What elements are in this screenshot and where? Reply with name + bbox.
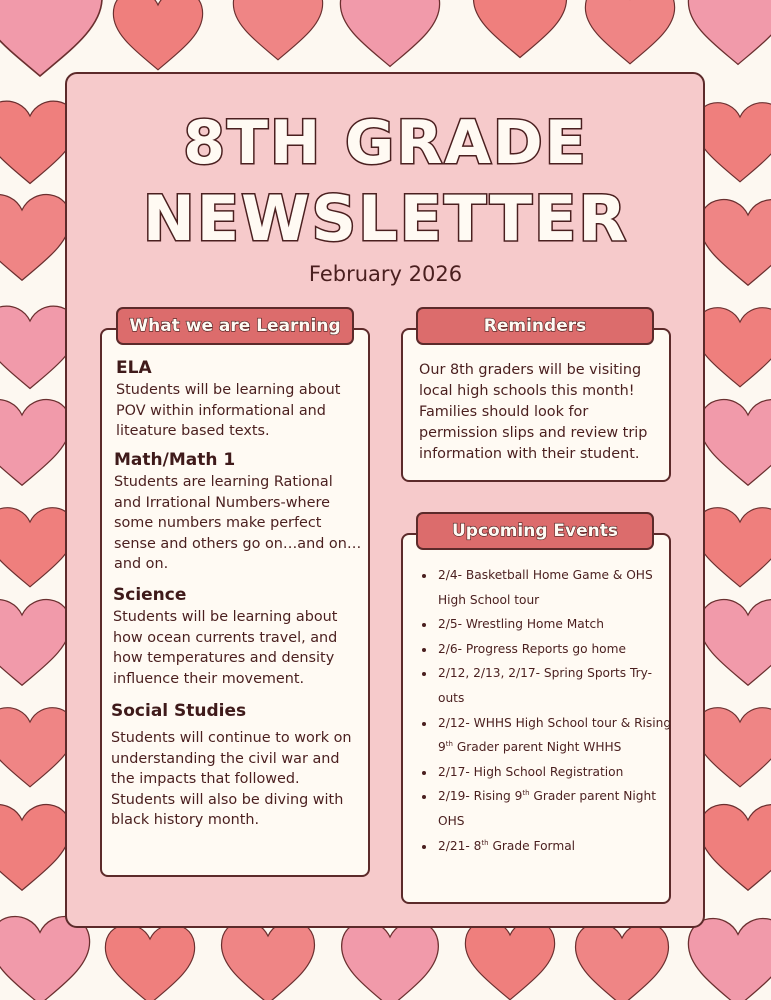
reminders-tag: Reminders [416, 307, 654, 345]
newsletter-date: February 2026 [308, 262, 463, 286]
heart-icon [695, 708, 771, 787]
title-line-1: 8TH GRADE [183, 108, 588, 178]
learning-tag: What we are Learning [116, 307, 354, 345]
heart-icon [695, 508, 771, 587]
heart-icon [113, 0, 202, 70]
event-item: • 2/12- WHHS High School tour & Rising 9th Grader parent Night WHHS [436, 711, 676, 760]
heart-icon [576, 923, 669, 1000]
heart-icon [700, 400, 771, 486]
ela-body: Students will be learning about POV within informational and liteature based texts. [116, 382, 341, 439]
event-item: • 2/19- Rising 9th Grader parent Night OHS [436, 784, 676, 833]
events-list [418, 563, 676, 858]
reminders-body: Our 8th graders will be visiting local high schools this month! Families should look for permission slips and review trip information with their student. [419, 362, 648, 462]
event-item: • 2/12, 2/13, 2/17- Spring Sports Try-outs [436, 661, 676, 710]
event-item: • 2/17- High School Registration [436, 760, 676, 785]
event-item: • 2/5- Wrestling Home Match [436, 612, 676, 637]
heart-icon [342, 922, 439, 1000]
heart-icon [340, 0, 439, 66]
heart-icon [0, 600, 70, 686]
heart-icon [0, 917, 90, 1000]
heart-icon [465, 921, 554, 1000]
heart-icon [688, 0, 771, 64]
heart-icon [700, 805, 771, 891]
heart-icon [0, 708, 75, 787]
heart-icon [585, 0, 674, 64]
heart-icon [222, 921, 315, 1000]
heart-icon [0, 0, 102, 76]
event-item: • 2/4- Basketball Home Game & OHS High School tour [436, 563, 676, 612]
event-item: • 2/21- 8th Grade Formal [436, 834, 676, 859]
heart-icon [0, 508, 75, 587]
social-studies-body: Students will continue to work on understanding the civil war and the impacts that followed. Students will also be diving with black history month. [111, 730, 352, 828]
heart-icon [233, 0, 322, 60]
events-tag: Upcoming Events [416, 512, 654, 550]
science-body: Students will be learning about how ocean currents travel, and how temperatures and density influence their movement. [113, 609, 338, 687]
social-studies-heading: Social Studies [111, 701, 247, 721]
heart-icon [695, 308, 771, 387]
heart-icon [688, 919, 771, 1000]
math-heading: Math/Math 1 [114, 450, 236, 470]
math-body: Students are learning Rational and Irrational Numbers-where some numbers make perfect sense and others go on…and on…and on. [114, 474, 362, 572]
science-heading: Science [113, 585, 187, 605]
heart-icon [474, 0, 567, 58]
heart-icon [105, 925, 194, 1000]
title-line-2: NEWSLETTER [142, 182, 629, 255]
ela-heading: ELA [116, 358, 152, 378]
heart-icon [700, 600, 771, 686]
heart-icon [0, 805, 70, 891]
heart-icon [0, 400, 70, 486]
event-item: • 2/6- Progress Reports go home [436, 637, 676, 662]
